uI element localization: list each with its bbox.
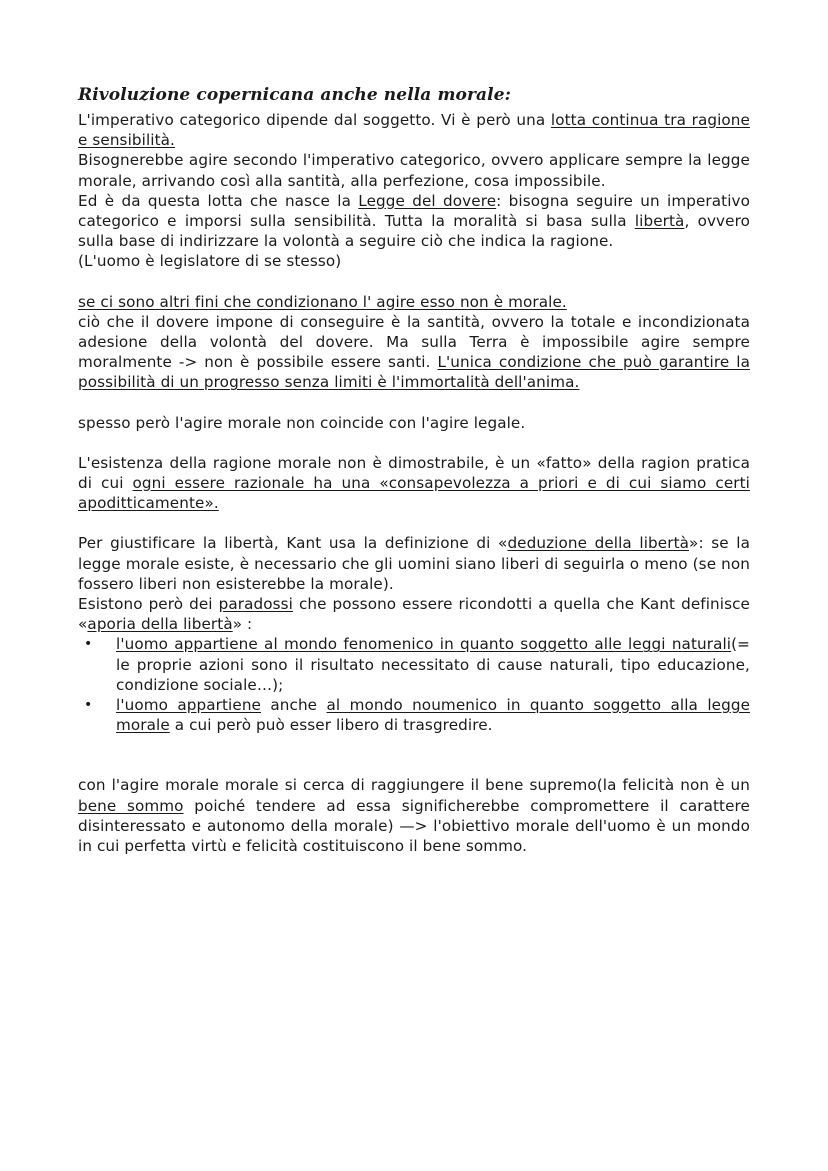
underlined-phrase: al mondo noumenico in quanto soggetto alla legge morale xyxy=(116,696,751,735)
underlined-phrase: aporia della libertà xyxy=(87,615,233,634)
paragraph-legge-dovere xyxy=(78,191,750,252)
underlined-phrase: deduzione della libertà xyxy=(507,534,690,553)
paragraph-imperativo xyxy=(78,110,750,150)
text-segment: con l'agire morale morale si cerca di raggiungere il bene supremo(la felicità non è un xyxy=(78,776,750,795)
bullet-icon: • xyxy=(84,697,93,714)
bullet-list xyxy=(78,634,750,735)
document-title: Rivoluzione copernicana anche nella morale: xyxy=(78,85,511,105)
notes-body xyxy=(78,82,750,856)
text-segment: Bisognerebbe agire secondo l'imperativo categorico, ovvero applicare sempre la legge morale, arrivando così alla santità, alla perfezione, cosa impossibile. xyxy=(78,151,750,190)
underlined-phrase: l'uomo appartiene al mondo fenomenico in quanto soggetto alle leggi naturali xyxy=(116,635,732,654)
text-segment: »: se la legge morale esiste, è necessario che gli uomini siano liberi di seguirla o meno (se non fossero liberi non esisterebbe la morale). xyxy=(78,534,750,593)
text-segment: » : xyxy=(232,615,253,634)
text-segment: (L'uomo è legislatore di se stesso) xyxy=(78,252,342,271)
paragraph-ragione-morale xyxy=(78,453,750,514)
spacer xyxy=(78,735,750,775)
text-segment: anche xyxy=(261,696,327,715)
paragraph-bene-supremo xyxy=(78,775,750,856)
underlined-phrase: se ci sono altri fini che condizionano l' agire esso non è morale. xyxy=(78,292,567,311)
text-segment: che possono essere ricondotti a quella che Kant definisce « xyxy=(78,595,750,634)
text-segment: Esistono però dei xyxy=(78,595,219,614)
paragraph-legislatore xyxy=(78,251,750,271)
paragraph-deduzione xyxy=(78,533,750,594)
text-segment: ciò che il dovere impone di conseguire è la santità, ovvero la totale e incondizionata adesione della volontà del dovere. Ma sulla Terra è impossibile agire sempre moralmente -> non è possibile essere santi. xyxy=(78,312,750,372)
text-segment: poiché tendere ad essa significherebbe compromettere il carattere disinteressato e autonomo della morale) —> l'obiettivo morale dell'uomo è un mondo in cui perfetta virtù e felicità costituiscono il bene sommo. xyxy=(78,796,750,856)
text-segment: L'imperativo categorico dipende dal soggetto. Vi è però una xyxy=(78,111,551,129)
underlined-phrase: bene sommo xyxy=(78,796,184,815)
underlined-phrase: L'unica condizione che può garantire la possibilità di un progresso senza limiti è l'immortalità dell'anima. xyxy=(78,353,750,392)
text-segment: : bisogna seguire un imperativo categorico e imporsi sulla sensibilità. Tutta la moralità si basa sulla xyxy=(78,191,750,231)
text-segment: L'esistenza della ragione morale non è dimostrabile, è un «fatto» della ragion pratica di cui xyxy=(78,453,750,493)
text-segment: (= le proprie azioni sono il risultato necessitato di cause naturali, tipo educazione, condizione sociale…); xyxy=(116,635,750,694)
underlined-phrase: l'uomo appartiene xyxy=(116,696,261,715)
spacer xyxy=(78,433,750,453)
underlined-phrase: libertà xyxy=(634,212,685,231)
text-segment: spesso però l'agire morale non coincide con l'agire legale. xyxy=(78,413,526,432)
paragraph-santita xyxy=(78,312,750,393)
text-segment: , ovvero sulla base di indirizzare la volontà a seguire ciò che indica la ragione. xyxy=(78,212,750,251)
paragraph-agire-legale xyxy=(78,413,750,433)
underlined-phrase: Legge del dovere xyxy=(358,191,497,210)
spacer xyxy=(78,393,750,413)
underlined-phrase: ogni essere razionale ha una «consapevolezza a priori e di cui siamo certi apoditticamente». xyxy=(78,474,750,513)
text-segment: Ed è da questa lotta che nasce la xyxy=(78,191,359,210)
list-item xyxy=(78,695,750,735)
paragraph-altri-fini xyxy=(78,292,750,312)
spacer xyxy=(78,272,750,292)
list-item xyxy=(78,634,750,695)
paragraph-paradossi xyxy=(78,594,750,634)
text-segment: Per giustificare la libertà, Kant usa la definizione di « xyxy=(78,534,508,553)
text-segment: a cui però può esser libero di trasgredire. xyxy=(169,716,493,735)
underlined-phrase: lotta continua tra ragione e sensibilità. xyxy=(78,111,750,150)
underlined-phrase: paradossi xyxy=(218,595,293,614)
bullet-icon: • xyxy=(84,636,93,653)
spacer xyxy=(78,513,750,533)
paragraph-bisognerebbe xyxy=(78,150,750,190)
